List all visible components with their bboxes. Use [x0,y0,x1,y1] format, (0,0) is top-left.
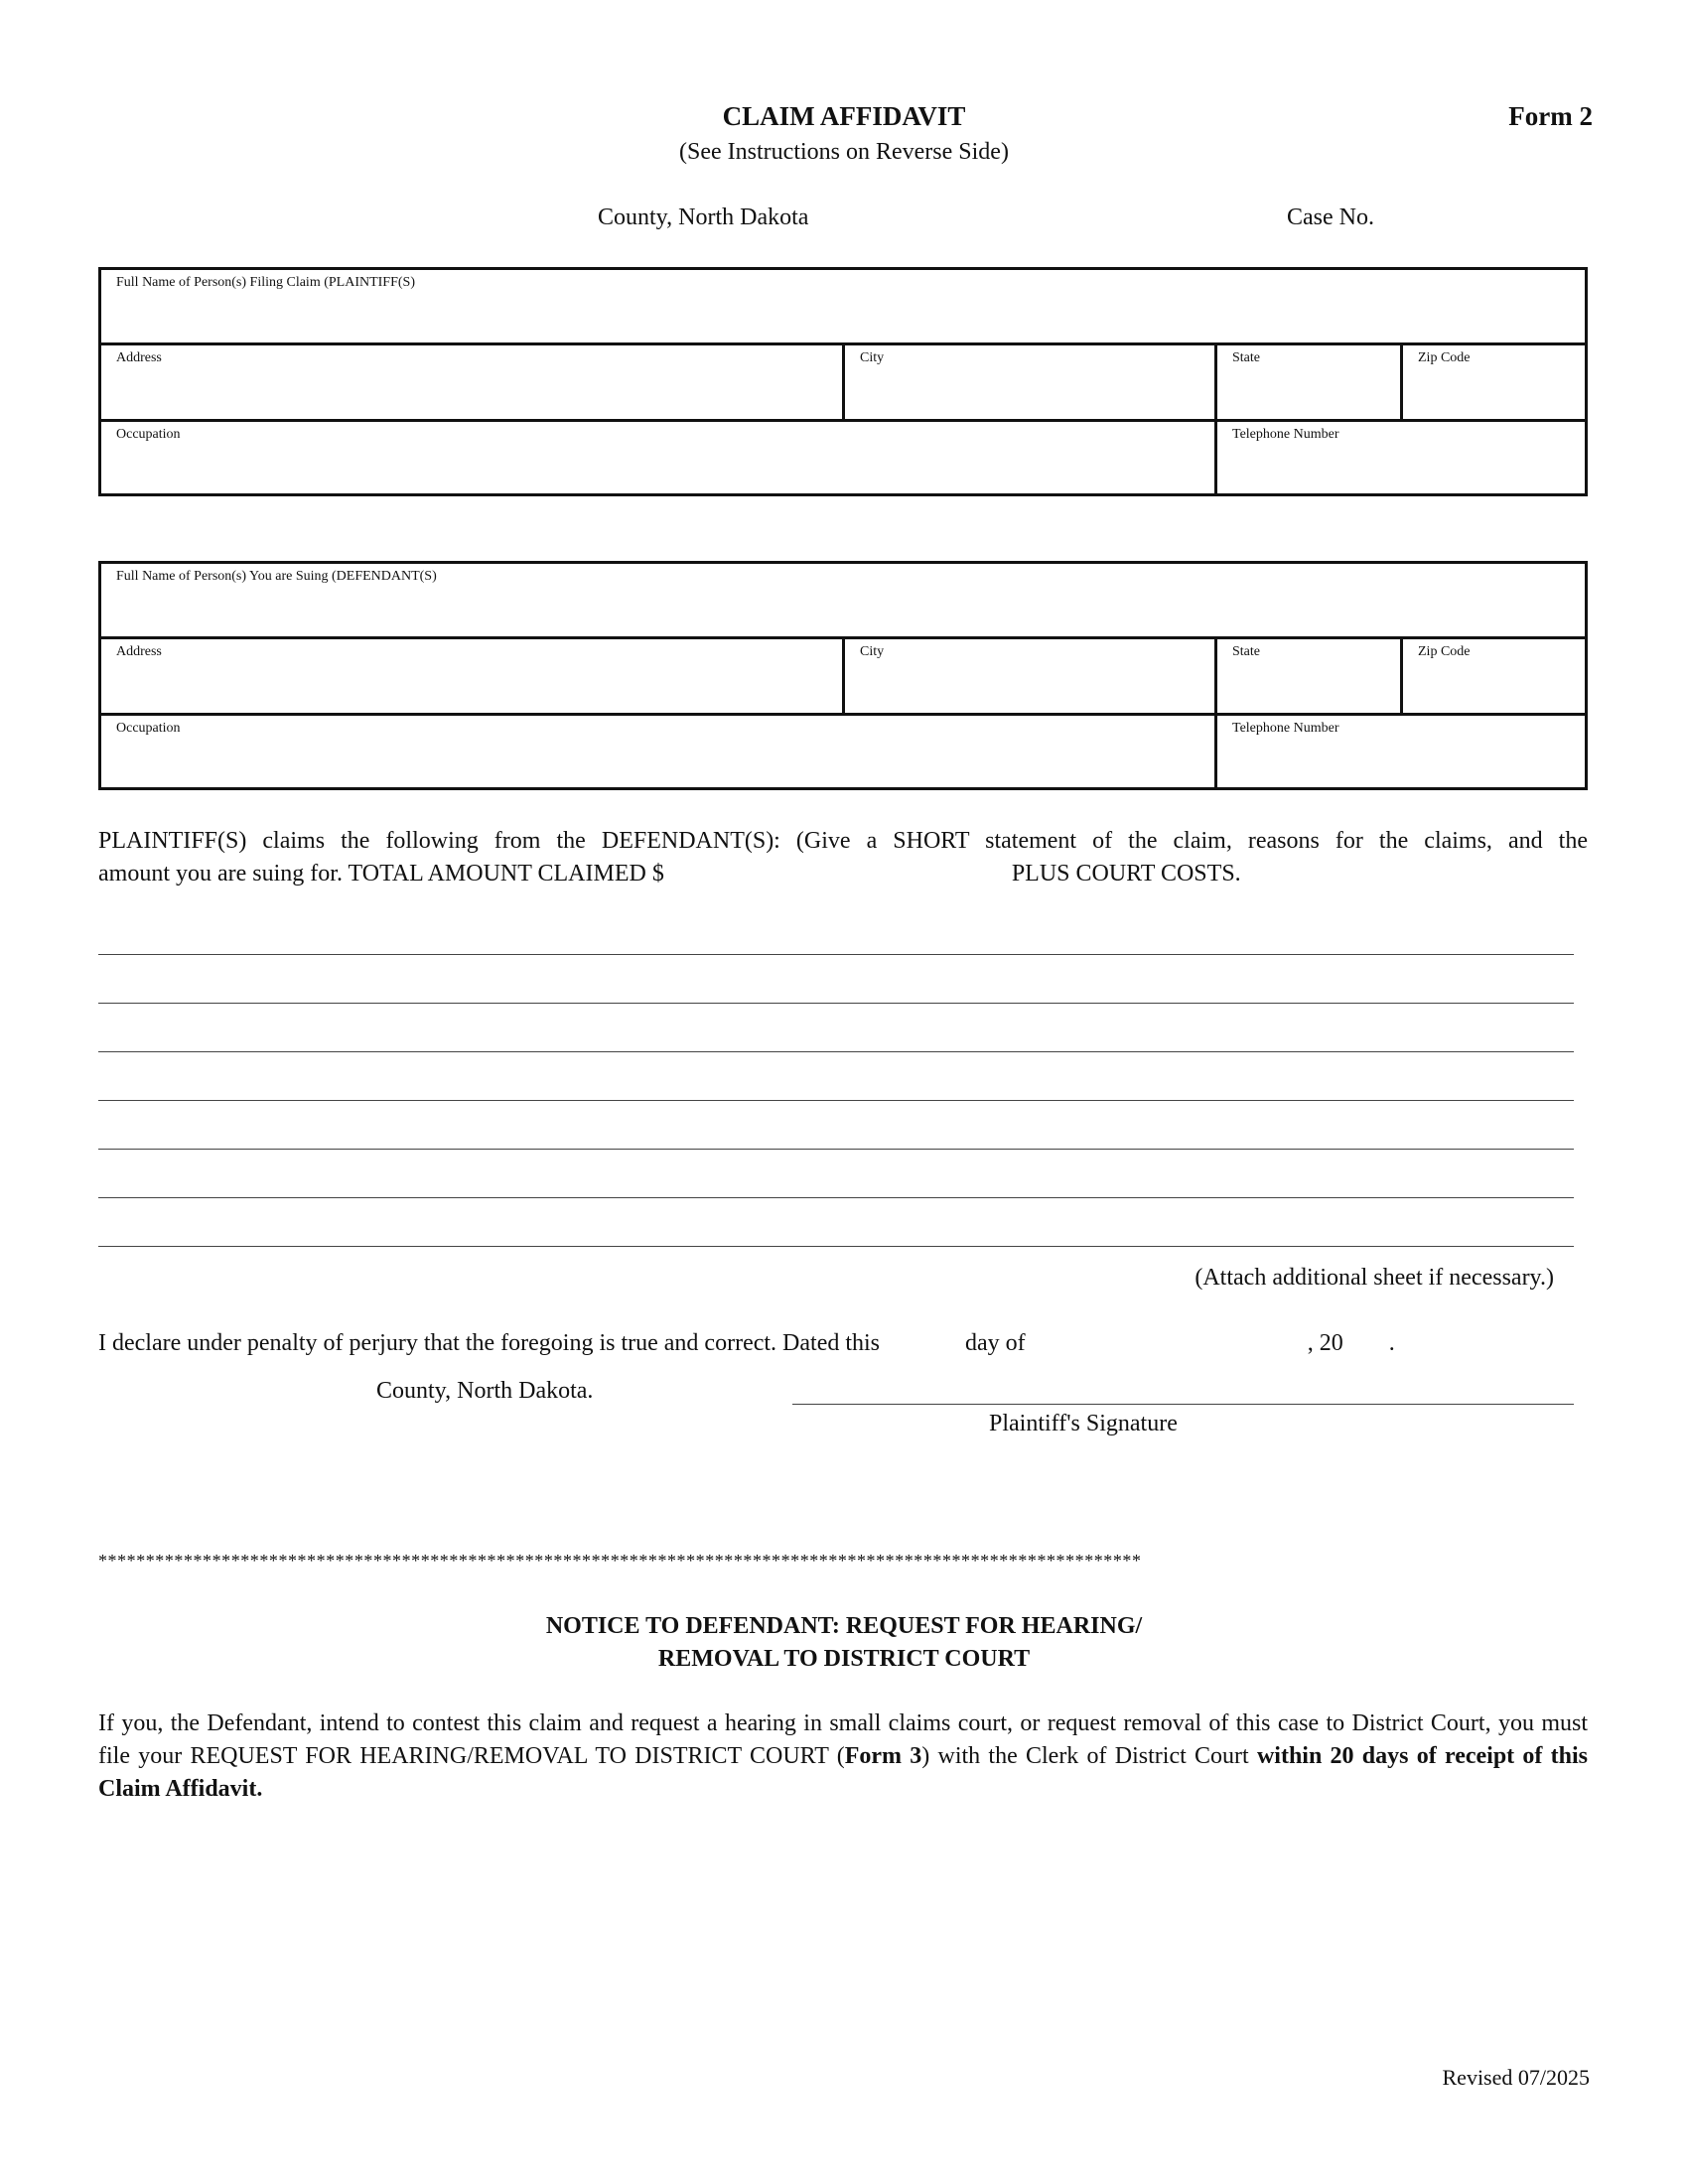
defendant-name-label: Full Name of Person(s) You are Suing (DEFENDANT(S) [116,569,437,584]
plaintiff-state-label: State [1232,350,1260,365]
claim-statement-line[interactable] [98,1246,1574,1247]
claim-statement-line[interactable] [98,1100,1574,1101]
notice-body [98,1707,1588,1806]
plaintiff-name-cell[interactable] [101,270,1585,345]
plaintiff-phone-cell[interactable] [1217,422,1585,493]
defendant-occupation-label: Occupation [116,721,181,736]
plaintiff-phone-label: Telephone Number [1232,427,1339,442]
claim-statement-line[interactable] [98,954,1574,955]
month-input[interactable] [1034,1333,1306,1357]
defendant-phone-cell[interactable] [1217,716,1585,787]
defendant-address-cell[interactable] [101,639,845,716]
defendant-info-box [98,561,1588,790]
year-input[interactable] [1345,1333,1387,1357]
notice-title-line1: NOTICE TO DEFENDANT: REQUEST FOR HEARING/ [545,1613,1143,1639]
plaintiff-city-cell[interactable] [845,345,1217,422]
plaintiff-name-label: Full Name of Person(s) Filing Claim (PLAINTIFF(S) [116,275,415,290]
separator-asterisks: ************************************************************************************************************** [98,1551,1142,1570]
form-title: CLAIM AFFIDAVIT [722,101,966,131]
declaration-county-label: County, North Dakota. [376,1378,594,1404]
defendant-state-cell[interactable] [1217,639,1403,716]
defendant-city-cell[interactable] [845,639,1217,716]
declaration-period: . [1388,1330,1395,1356]
defendant-name-cell[interactable] [101,564,1585,639]
revised-date: Revised 07/2025 [1442,2065,1590,2090]
defendant-phone-label: Telephone Number [1232,721,1339,736]
case-number-line [1287,205,1569,231]
claim-statement-line[interactable] [98,1197,1574,1198]
plaintiff-occupation-cell[interactable] [101,422,1217,493]
total-amount-input[interactable] [666,864,1010,887]
year-prefix-label: , 20 [1307,1330,1343,1356]
plaintiff-state-cell[interactable] [1217,345,1403,422]
defendant-address-label: Address [116,644,162,659]
court-costs-label: PLUS COURT COSTS. [1011,861,1241,887]
defendant-state-label: State [1232,644,1260,659]
case-number-label: Case No. [1287,205,1374,230]
declaration-line [98,1330,1395,1357]
notice-deadline: within 20 days of receipt of this Claim Affidavit. [98,1743,1588,1802]
defendant-occupation-cell[interactable] [101,716,1217,787]
form-number: Form 2 [1508,101,1593,131]
claim-instructions-line2 [98,861,1241,887]
plaintiff-city-label: City [860,350,885,365]
signature-line[interactable] [792,1404,1574,1405]
plaintiff-address-label: Address [116,350,162,365]
claim-statement-line[interactable] [98,1149,1574,1150]
notice-title-line2: REMOVAL TO DISTRICT COURT [657,1646,1031,1672]
declaration-text: I declare under penalty of perjury that the foregoing is true and correct. Dated this [98,1330,881,1356]
day-of-label: day of [965,1330,1026,1356]
signature-label: Plaintiff's Signature [989,1411,1178,1436]
case-number-input[interactable] [1376,207,1567,231]
day-input[interactable] [888,1333,957,1357]
claim-instructions-line1: PLAINTIFF(S) claims the following from the DEFENDANT(S): (Give a SHORT statement of the claim, reasons for the claims, and the [98,828,1588,854]
venue-county-line [97,205,808,231]
venue-county-input[interactable] [99,207,596,231]
plaintiff-zip-label: Zip Code [1418,350,1471,365]
declaration-county-input[interactable] [100,1381,374,1405]
claim-statement-line[interactable] [98,1051,1574,1052]
defendant-zip-cell[interactable] [1403,639,1585,716]
notice-body-text-b: ) with the Clerk of District Court [921,1743,1257,1769]
plaintiff-zip-cell[interactable] [1403,345,1585,422]
notice-form3-ref: Form 3 [844,1743,922,1769]
total-amount-label: amount you are suing for. TOTAL AMOUNT CLAIMED $ [98,861,664,887]
plaintiff-info-box [98,267,1588,496]
attach-note: (Attach additional sheet if necessary.) [1195,1265,1554,1291]
plaintiff-occupation-label: Occupation [116,427,181,442]
defendant-city-label: City [860,644,885,659]
claim-statement-line[interactable] [98,1003,1574,1004]
form-subtitle: (See Instructions on Reverse Side) [679,139,1009,165]
notice-body-text-a: If you, the Defendant, intend to contest this claim and request a hearing in small claims court, or request removal of this case to District Court, you must file your REQUEST FOR HEARING/REMOVAL TO DISTRICT COURT ( [98,1710,1588,1769]
defendant-zip-label: Zip Code [1418,644,1471,659]
declaration-county-line [98,1378,593,1405]
venue-county-label: County, North Dakota [598,205,809,230]
plaintiff-address-cell[interactable] [101,345,845,422]
